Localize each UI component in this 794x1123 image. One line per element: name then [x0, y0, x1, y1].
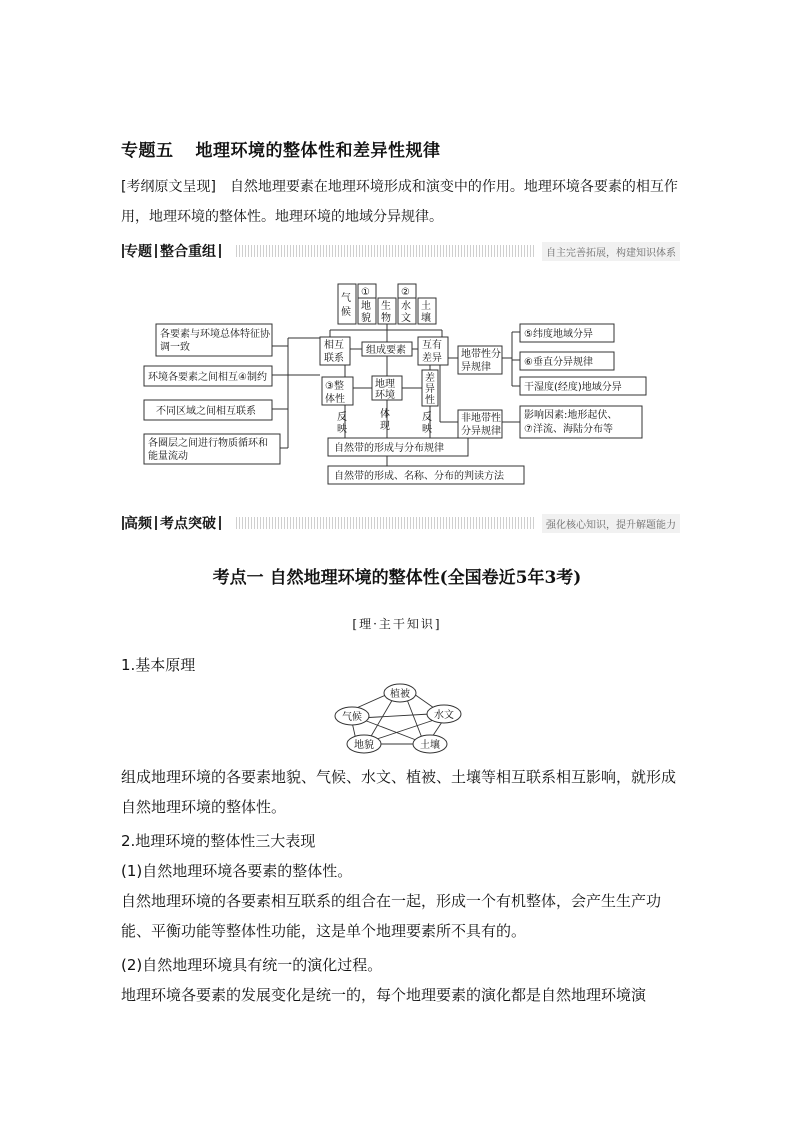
subitem-element-integrity: (1)自然地理环境各要素的整体性。 [121, 862, 353, 880]
subitem-unified-evolution: (2)自然地理环境具有统一的演化过程。 [121, 956, 383, 974]
svg-text:文: 文 [401, 313, 411, 324]
top-element-boxes [338, 284, 436, 324]
right-box-2: ⑥垂直分异规律 [524, 357, 593, 368]
svg-text:貌: 貌 [361, 313, 371, 324]
item-three-manifestations: 2.地理环境的整体性三大表现 [121, 832, 316, 850]
section-bar-integration [118, 240, 680, 262]
svg-text:壤: 壤 [421, 313, 431, 324]
svg-text:映: 映 [422, 424, 432, 435]
left-box-4-line2: 能量流动 [148, 451, 188, 462]
syllabus-block [121, 172, 681, 232]
bar-pattern [236, 245, 534, 257]
svg-text:互有: 互有 [422, 340, 442, 351]
paragraph-principle: 组成地理环境的各要素地貌、气候、水文、植被、土壤等相互联系相互影响，就形成自然地理环境的整体性。 [121, 768, 677, 816]
paragraph-unified-evolution: 地理环境各要素的发展变化是统一的，每个地理要素的演化都是自然地理环境演 [121, 986, 647, 1004]
bar-right-label: 考点突破 [160, 516, 216, 532]
left-feature-boxes [144, 324, 280, 464]
right-box-1: ⑤纬度地域分异 [524, 329, 593, 340]
chapter-label: 专题五 [121, 141, 174, 161]
node-hydrology-label: 水文 [434, 710, 454, 721]
element-blank-2: ② [401, 287, 410, 298]
bar-hint: 自主完善拓展，构建知识体系 [542, 242, 680, 261]
syllabus-text: 自然地理要素在地理环境形成和演变中的作用。地理环境各要素的相互作用，地理环境的整体性。地理环境的地域分异规律。 [121, 179, 678, 225]
left-box-4-line1: 各圈层之间进行物质循环和 [148, 438, 268, 449]
svg-text:分异规律: 分异规律 [461, 426, 501, 437]
svg-text:环境: 环境 [375, 390, 395, 401]
svg-text:地理: 地理 [375, 379, 395, 390]
right-branch-boxes [458, 324, 646, 438]
factors-line1: 影响因素:地形起伏、 [524, 410, 618, 421]
bottom-box-1: 自然带的形成与分布规律 [334, 443, 444, 454]
knowledge-framework-diagram [140, 282, 660, 494]
section-bar-label [118, 241, 228, 261]
left-box-1-line2: 调一致 [160, 342, 190, 353]
paragraph-element-integrity: 自然地理环境的各要素相互联系的组合在一起，形成一个有机整体，会产生生产功能、平衡功能等整体性功能，这是单个地理要素所不具有的。 [121, 892, 662, 940]
svg-text:差异: 差异 [422, 353, 442, 364]
page-title [121, 136, 441, 161]
section-bar-breakthrough [118, 512, 680, 534]
svg-text:异规律: 异规律 [461, 362, 491, 373]
svg-text:映: 映 [337, 424, 347, 435]
svg-text:体性: 体性 [325, 394, 345, 405]
bottom-box-2: 自然带的形成、名称、分布的判读方法 [334, 471, 504, 482]
elements-interaction-diagram [330, 682, 468, 758]
hub-boxes [320, 337, 448, 435]
left-box-3: 不同区域之间相互联系 [156, 406, 256, 417]
element-climate-1: 气 [341, 293, 351, 304]
bar-pattern [236, 517, 534, 529]
svg-text:非地带性: 非地带性 [461, 413, 501, 424]
svg-text:相互: 相互 [324, 340, 344, 351]
factors-line2: ⑦洋流、海陆分布等 [524, 424, 613, 435]
chapter-title: 地理环境的整体性和差异性规律 [195, 141, 441, 161]
bar-hint: 强化核心知识，提升解题能力 [542, 514, 680, 533]
node-climate-label: 气候 [342, 712, 362, 723]
left-box-1-line1: 各要素与环境总体特征协 [160, 329, 270, 340]
svg-text:地带性分: 地带性分 [461, 349, 501, 360]
bottom-boxes [328, 438, 524, 484]
hub-components: 组成要素 [366, 345, 406, 356]
svg-text:水: 水 [401, 301, 411, 312]
bar-left-label: 专题 [124, 244, 152, 260]
svg-text:反: 反 [422, 412, 432, 423]
right-box-3: 干湿度(经度)地域分异 [524, 382, 622, 393]
svg-text:物: 物 [381, 313, 391, 324]
topic-heading: 考点一 自然地理环境的整体性(全国卷近5年3考) [212, 568, 582, 588]
svg-text:性: 性 [425, 395, 435, 406]
svg-text:土: 土 [421, 301, 431, 312]
element-blank-1: ① [361, 287, 370, 298]
node-vegetation-label: 植被 [390, 689, 410, 700]
node-soil-label: 土壤 [420, 740, 440, 751]
svg-text:地: 地 [361, 301, 371, 312]
section-bar-label [118, 513, 228, 533]
syllabus-tag: [考纲原文呈现] [121, 179, 216, 195]
svg-text:生: 生 [381, 301, 391, 312]
left-box-2: 环境各要素之间相互④制约 [148, 372, 267, 383]
svg-text:反: 反 [337, 412, 347, 423]
svg-text:差: 差 [425, 373, 435, 384]
svg-text:③整: ③整 [325, 381, 344, 392]
svg-text:候: 候 [341, 307, 351, 318]
svg-text:联系: 联系 [324, 353, 344, 364]
item-basic-principle: 1.基本原理 [121, 656, 196, 674]
section-tagline: [理·主干知识] [352, 617, 442, 631]
svg-text:异: 异 [425, 384, 435, 395]
svg-text:体: 体 [380, 409, 390, 420]
svg-text:现: 现 [380, 421, 390, 432]
node-landform-label: 地貌 [354, 740, 374, 751]
bar-right-label: 整合重组 [160, 244, 216, 260]
bar-left-label: 高频 [124, 516, 152, 532]
